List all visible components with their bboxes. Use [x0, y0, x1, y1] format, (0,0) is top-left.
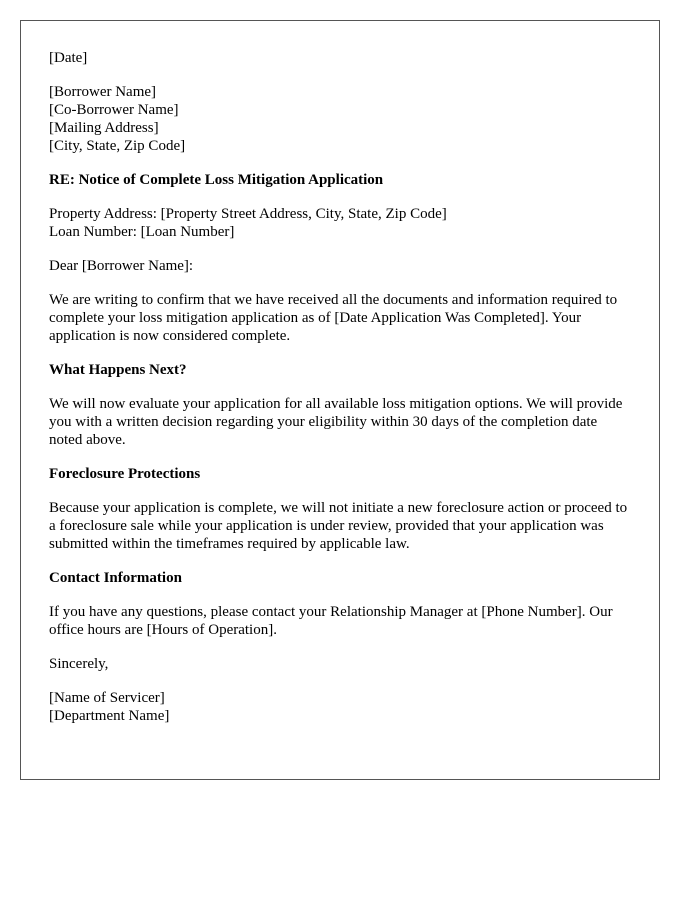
section-heading-next: What Happens Next?: [49, 362, 187, 378]
subject-line: RE: Notice of Complete Loss Mitigation Application: [49, 172, 384, 188]
letter-date: [Date]: [49, 50, 88, 66]
mailing-address: [Mailing Address]: [49, 120, 159, 136]
section-body-next: We will now evaluate your application for all available loss mitigation options. We will provide you with a written decision regarding your eligibility within 30 days of the completion date noted above.: [49, 396, 623, 448]
servicer-name: [Name of Servicer]: [49, 690, 165, 706]
city-state-zip: [City, State, Zip Code]: [49, 138, 186, 154]
property-address: Property Address: [Property Street Address, City, State, Zip Code]: [49, 206, 447, 222]
section-heading-contact: Contact Information: [49, 570, 182, 586]
salutation: Dear [Borrower Name]:: [49, 258, 194, 274]
department-name: [Department Name]: [49, 708, 170, 724]
closing: Sincerely,: [49, 656, 109, 672]
co-borrower-name: [Co-Borrower Name]: [49, 102, 179, 118]
section-body-protections: Because your application is complete, we will not initiate a new foreclosure action or proceed to a foreclosure sale while your application is under review, provided that your application was submitted within the timeframes required by applicable law.: [49, 500, 628, 552]
borrower-name: [Borrower Name]: [49, 84, 157, 100]
section-heading-protections: Foreclosure Protections: [49, 466, 201, 482]
loan-number: Loan Number: [Loan Number]: [49, 224, 235, 240]
letter-document: [20, 20, 660, 780]
intro-paragraph: We are writing to confirm that we have received all the documents and information required to complete your loss mitigation application as of [Date Application Was Completed]. Your application is now considered complete.: [49, 292, 618, 344]
section-body-contact: If you have any questions, please contact your Relationship Manager at [Phone Number]. Our office hours are [Hours of Operation].: [49, 604, 613, 638]
loan-details-block: [49, 205, 631, 241]
signature-block: [49, 689, 631, 725]
recipient-address-block: [49, 83, 631, 155]
